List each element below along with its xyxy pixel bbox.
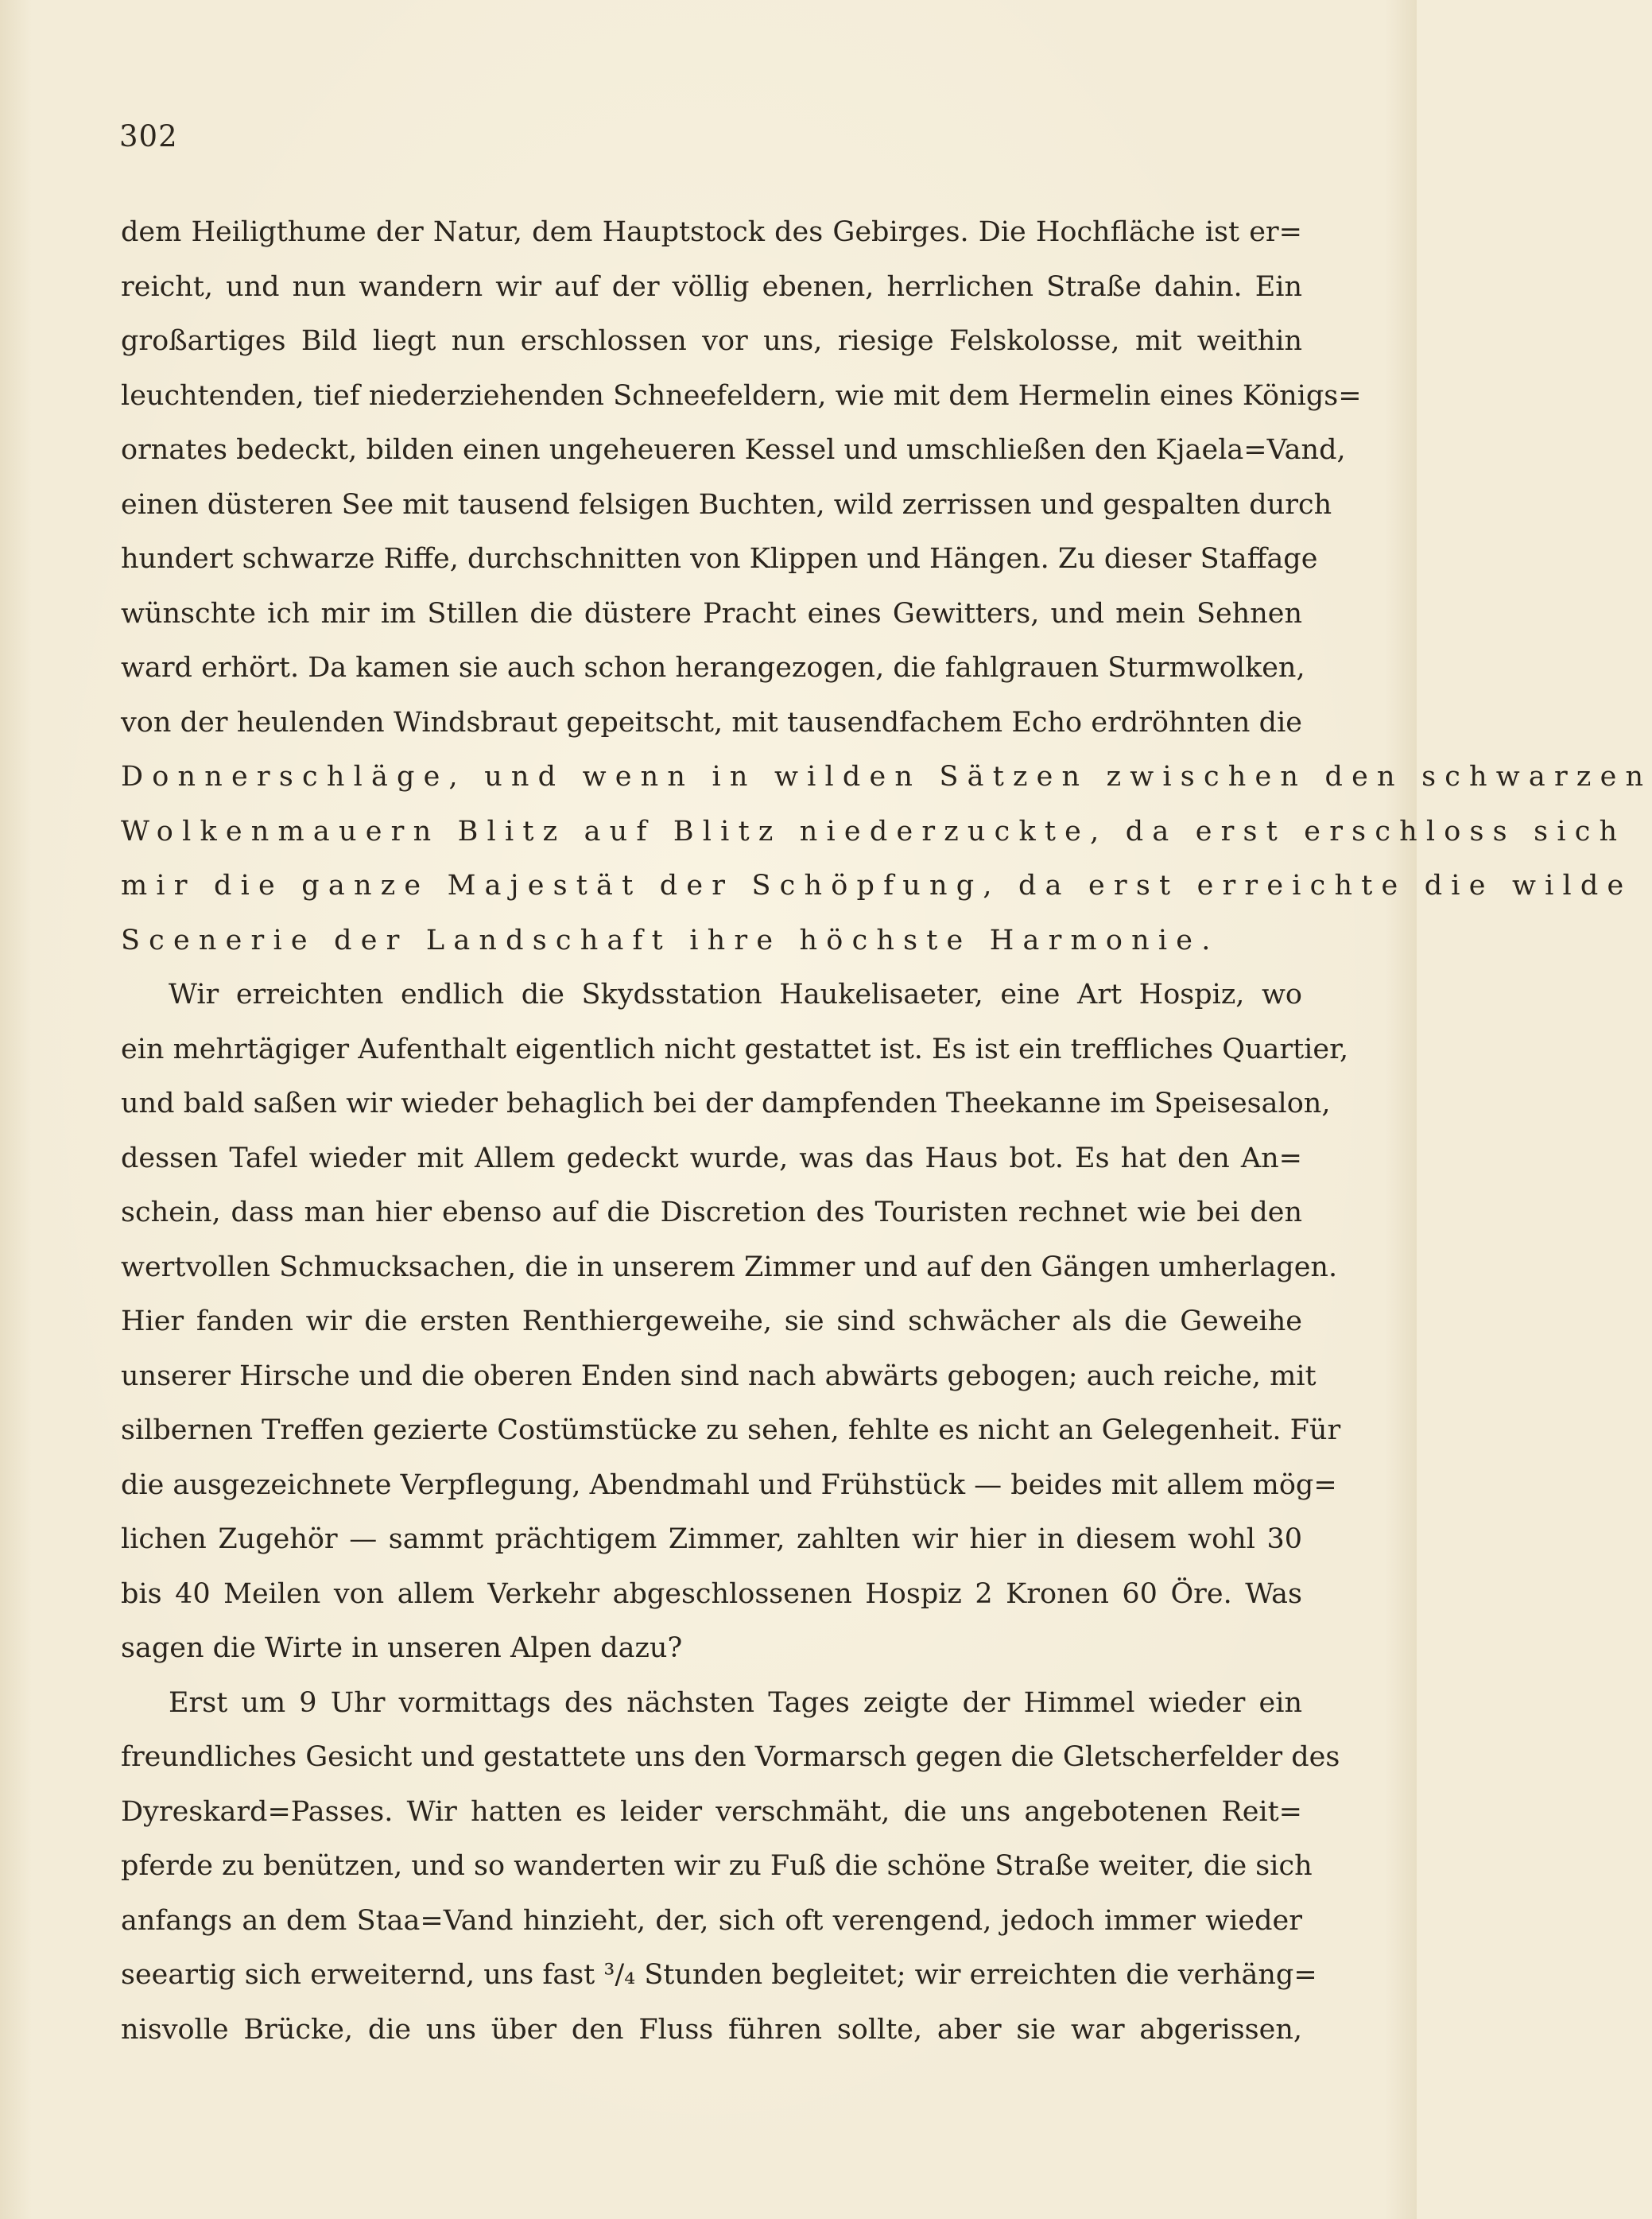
text-line: pferde zu benützen, und so wanderten wir zu Fuß die schöne Straße weiter, die sich xyxy=(121,1850,1313,1882)
text-line: Dyreskard=Passes. Wir hatten es leider verschmäht, die uns angebotenen Reit= xyxy=(121,1795,1302,1828)
text-line: Wolkenmauern Blitz auf Blitz niederzuckte, da erst erschloss sich xyxy=(121,815,1627,848)
text-line: ein mehrtägiger Aufenthalt eigentlich nicht gestattet ist. Es ist ein treffliches Quartier, xyxy=(121,1033,1349,1065)
body-text xyxy=(121,205,1652,2057)
text-line: ornates bedeckt, bilden einen ungeheueren Kessel und umschließen den Kjaela=Vand, xyxy=(121,434,1346,466)
text-line: anfangs an dem Staa=Vand hinzieht, der, sich oft verengend, jedoch immer wieder xyxy=(121,1904,1302,1937)
text-line: Hier fanden wir die ersten Renthiergeweihe, sie sind schwächer als die Geweihe xyxy=(121,1305,1302,1337)
text-line: Donnerschläge, und wenn in wilden Sätzen zwischen den schwarzen xyxy=(121,761,1652,793)
text-line: mir die ganze Majestät der Schöpfung, da erst erreichte die wilde xyxy=(121,870,1633,902)
text-line: nisvolle Brücke, die uns über den Fluss führen sollte, aber sie war abgerissen, xyxy=(121,2013,1302,2046)
text-line: reicht, und nun wandern wir auf der völlig ebenen, herrlichen Straße dahin. Ein xyxy=(121,270,1302,303)
text-line: Erst um 9 Uhr vormittags des nächsten Tages zeigte der Himmel wieder ein xyxy=(169,1686,1302,1719)
text-line: unserer Hirsche und die oberen Enden sind nach abwärts gebogen; auch reiche, mit xyxy=(121,1360,1317,1392)
text-line: wünschte ich mir im Stillen die düstere Pracht eines Gewitters, und mein Sehnen xyxy=(121,597,1302,630)
text-line: hundert schwarze Riffe, durchschnitten von Klippen und Hängen. Zu dieser Staffage xyxy=(121,543,1318,575)
text-line: von der heulenden Windsbraut gepeitscht, mit tausendfachem Echo erdröhnten die xyxy=(121,706,1302,739)
page-number: 302 xyxy=(119,119,178,153)
text-line: leuchtenden, tief niederziehenden Schneefeldern, wie mit dem Hermelin eines Königs= xyxy=(121,379,1362,412)
text-line: schein, dass man hier ebenso auf die Discretion des Touristen rechnet wie bei den xyxy=(121,1197,1302,1228)
text-line: großartiges Bild liegt nun erschlossen vor uns, riesige Felskolosse, mit weithin xyxy=(121,325,1302,357)
text-line: silbernen Treffen gezierte Costümstücke zu sehen, fehlte es nicht an Gelegenheit. Für xyxy=(121,1414,1341,1446)
text-line: dem Heiligthume der Natur, dem Hauptstock des Gebirges. Die Hochfläche ist er= xyxy=(121,216,1302,248)
text-line: freundliches Gesicht und gestattete uns den Vormarsch gegen die Gletscherfelder des xyxy=(121,1741,1340,1773)
text-line: dessen Tafel wieder mit Allem gedeckt wurde, was das Haus bot. Es hat den An= xyxy=(121,1142,1302,1174)
text-line: lichen Zugehör — sammt prächtigem Zimmer, zahlten wir hier in diesem wohl 30 xyxy=(121,1523,1302,1555)
text-line: bis 40 Meilen von allem Verkehr abgeschlossenen Hospiz 2 Kronen 60 Öre. Was xyxy=(121,1577,1302,1610)
text-line: einen düsteren See mit tausend felsigen Buchten, wild zerrissen und gespalten durch xyxy=(121,488,1332,521)
text-line: wertvollen Schmucksachen, die in unserem Zimmer und auf den Gängen umherlagen. xyxy=(121,1251,1338,1283)
text-line: seeartig sich erweiternd, uns fast ³/₄ Stunden begleitet; wir erreichten die verhäng= xyxy=(121,1959,1317,1991)
text-line: Wir erreichten endlich die Skydsstation Haukelisaeter, eine Art Hospiz, wo xyxy=(169,979,1302,1011)
text-line: sagen die Wirte in unseren Alpen dazu? xyxy=(121,1632,683,1664)
text-line: ward erhört. Da kamen sie auch schon herangezogen, die fahlgrauen Sturmwolken, xyxy=(121,652,1305,684)
text-line: die ausgezeichnete Verpflegung, Abendmahl und Frühstück — beides mit allem mög= xyxy=(121,1468,1337,1501)
text-line: und bald saßen wir wieder behaglich bei der dampfenden Theekanne im Speisesalon, xyxy=(121,1088,1331,1119)
text-line: Scenerie der Landschaft ihre höchste Harmonie. xyxy=(121,924,1220,956)
